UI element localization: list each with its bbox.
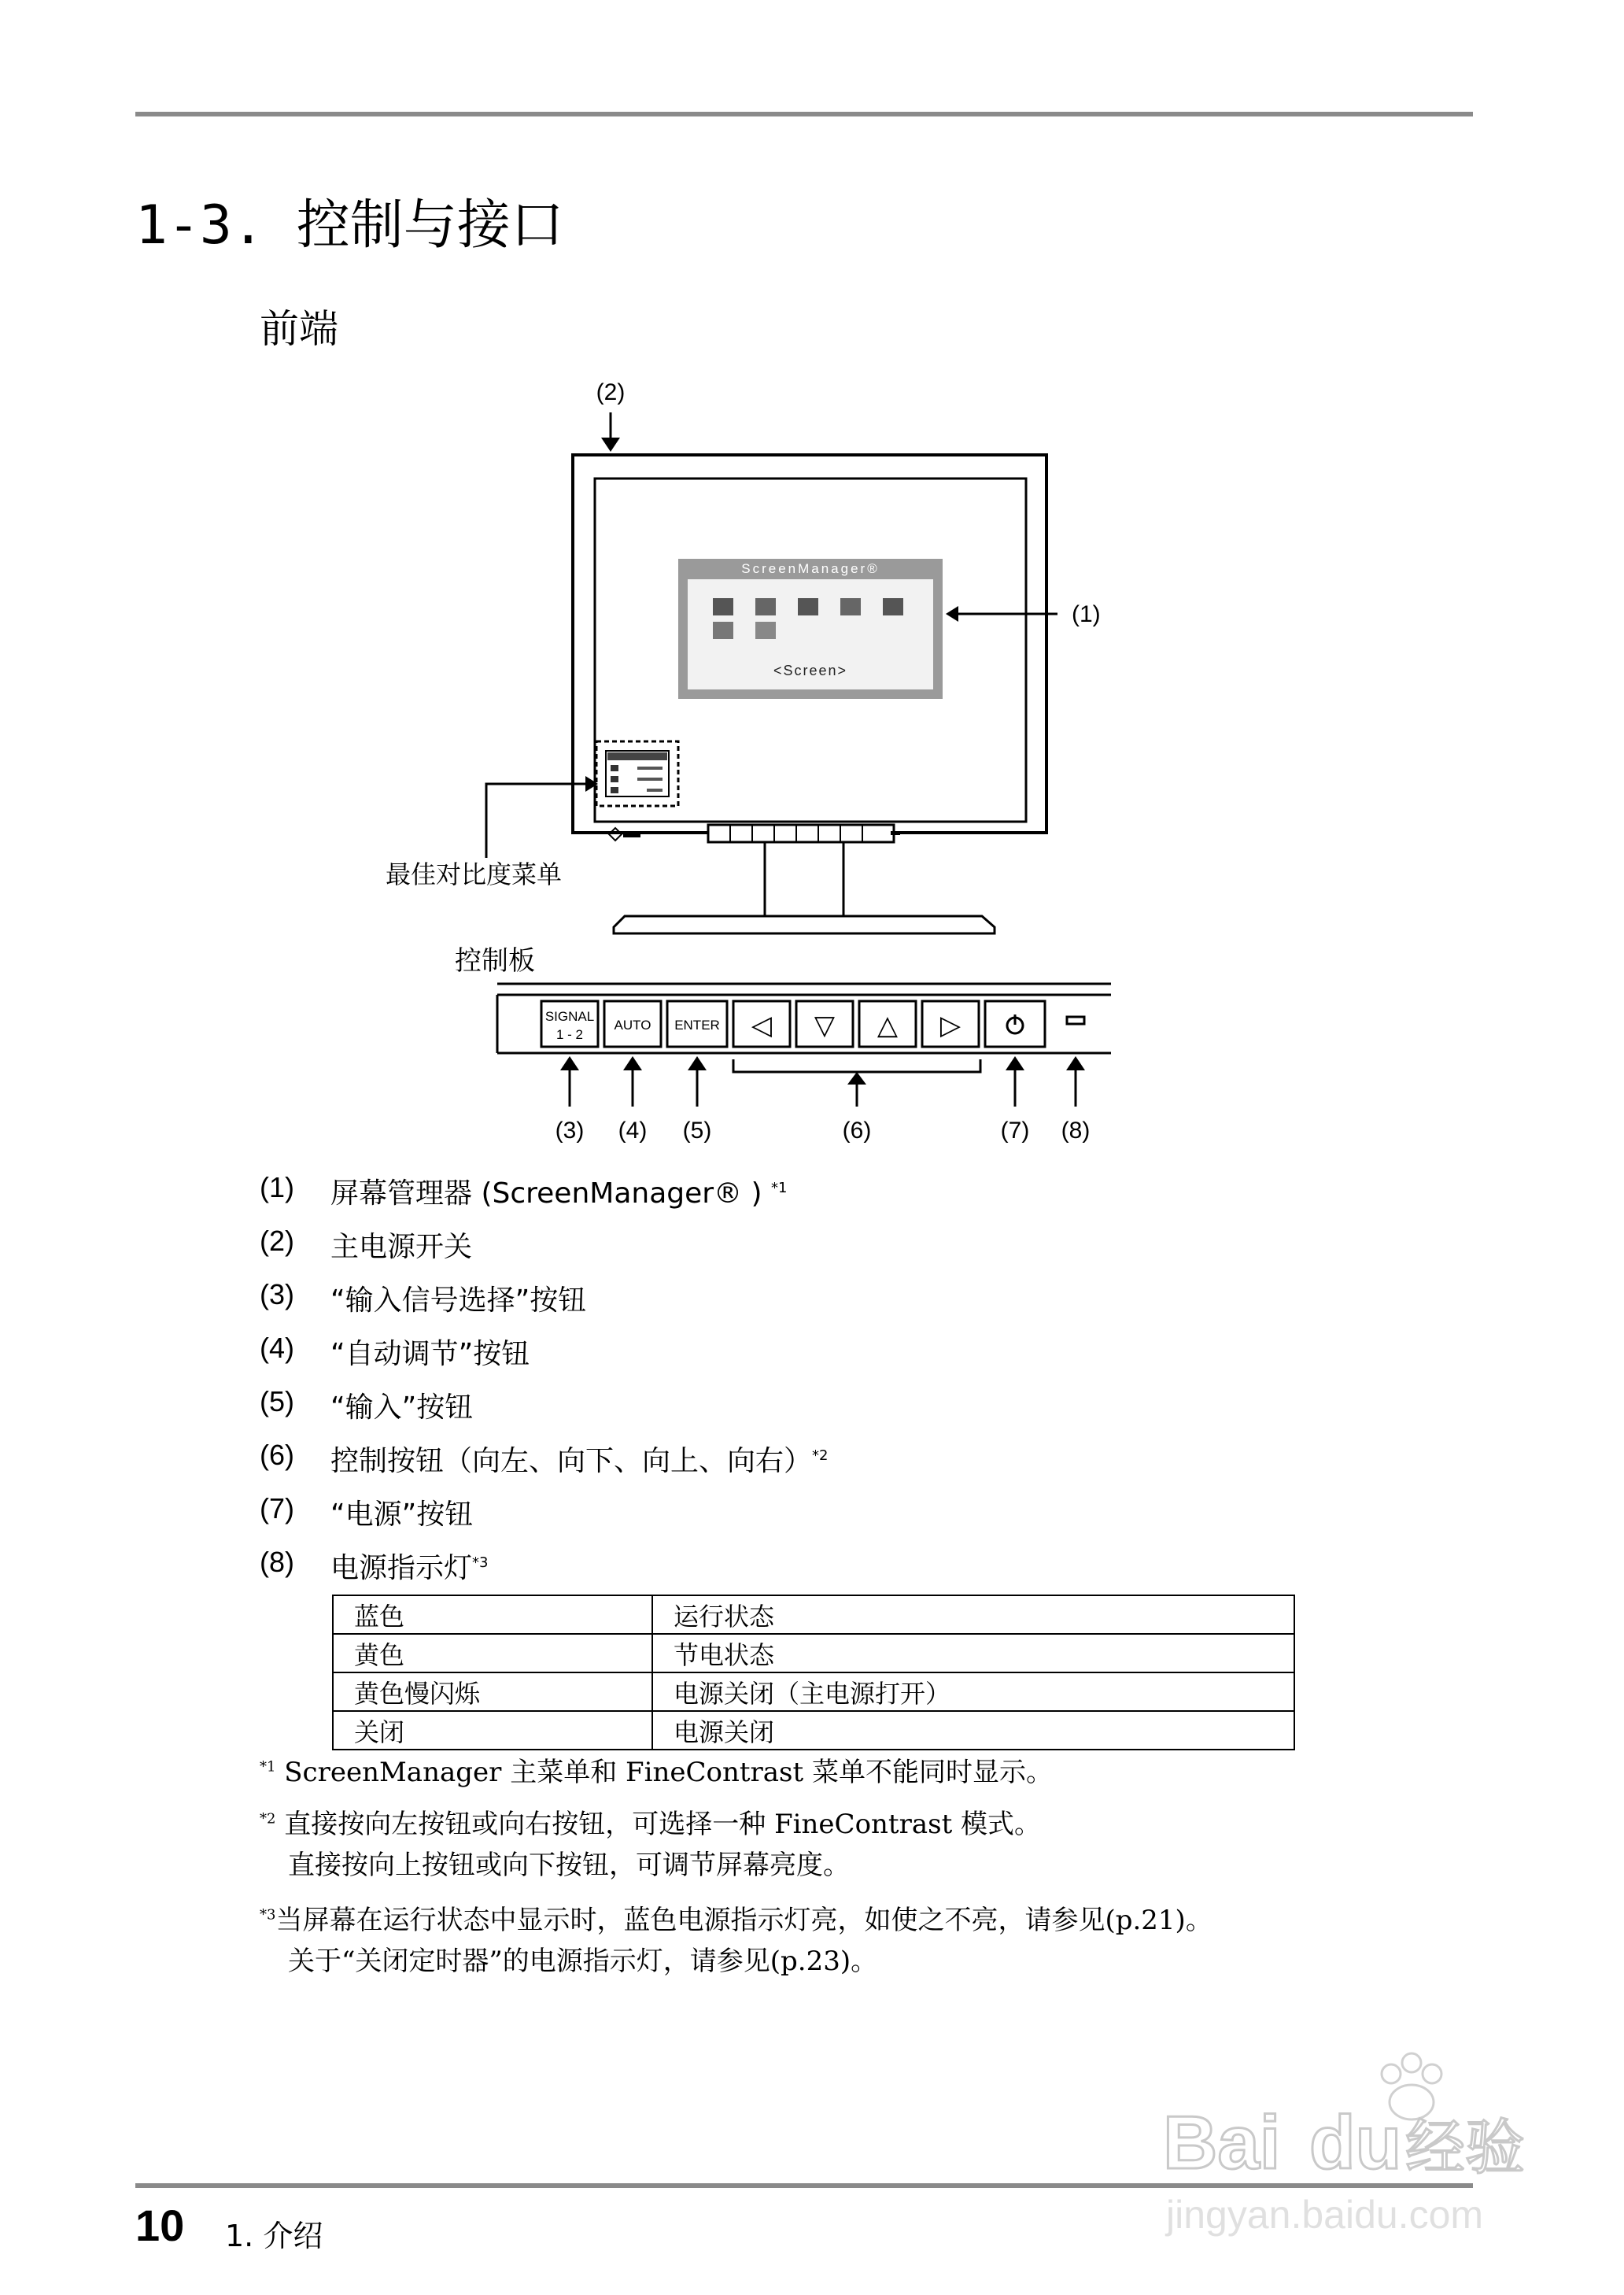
osd-title: ScreenManager® <box>741 561 880 576</box>
item-num: (4) <box>260 1332 294 1364</box>
item-text: “输入信号选择”按钮 <box>330 1284 587 1317</box>
bezel-buttons <box>708 825 900 842</box>
table-cell: 电源关闭（主电源打开） <box>652 1672 1294 1711</box>
power-button[interactable] <box>985 1001 1045 1047</box>
callout-6: (6) <box>842 1118 872 1144</box>
table-cell: 节电状态 <box>652 1634 1294 1672</box>
footer-section: 1. 介绍 <box>225 2219 323 2253</box>
right-button[interactable] <box>922 1001 979 1047</box>
watermark-product: 经验 <box>1405 2115 1525 2182</box>
osd-pc-icon <box>840 598 861 615</box>
up-button[interactable] <box>859 1001 916 1047</box>
callout-8: (8) <box>1061 1118 1091 1144</box>
callout-5: (5) <box>682 1118 712 1144</box>
screenmanager-osd <box>678 559 943 699</box>
table-cell: 蓝色 <box>333 1595 652 1634</box>
item-text: “电源”按钮 <box>330 1499 474 1531</box>
enter-button[interactable] <box>667 1001 727 1047</box>
watermark-url: jingyan.baidu.com <box>1166 2193 1484 2237</box>
item-text: “自动调节”按钮 <box>330 1338 530 1370</box>
item-num: (5) <box>260 1385 294 1417</box>
left-arrow-icon: ◁ <box>751 1011 773 1040</box>
monitor-stand <box>614 842 995 933</box>
item-text: “输入”按钮 <box>330 1391 474 1424</box>
osd-screen-icon <box>713 598 733 615</box>
power-indicator-led <box>1067 1017 1084 1024</box>
callout-7: (7) <box>1000 1118 1030 1144</box>
callout-3: (3) <box>555 1118 585 1144</box>
signal-button[interactable] <box>541 1001 598 1047</box>
footnote-1: $^{*1}$ ScreenManager 主菜单和 FineContrast 菜单不能同时显示。 <box>260 1757 1053 1788</box>
item-num: (8) <box>260 1546 294 1578</box>
item-num: (6) <box>260 1439 294 1471</box>
baidu-watermark <box>1155 2042 1533 2247</box>
osd-info-icon <box>713 622 733 639</box>
callout-4: (4) <box>618 1118 648 1144</box>
table-cell: 运行状态 <box>652 1595 1294 1634</box>
osd-footer: <Screen> <box>773 663 848 678</box>
power-indicator-table <box>332 1595 1295 1750</box>
down-button[interactable] <box>796 1001 853 1047</box>
page-title: 1-3. 控制与接口 <box>135 194 564 257</box>
footnote-2-line-2: 直接按向上按钮或向下按钮，可调节屏幕亮度。 <box>288 1850 850 1881</box>
footnote-3: $^{*3}$当屏幕在运行状态中显示时，蓝色电源指示灯亮，如使之不亮，请参见(p.21)。 <box>260 1905 1212 1936</box>
osd-color-icon <box>755 598 776 615</box>
table-row <box>333 1711 1294 1750</box>
control-panel-label: 控制板 <box>455 946 535 976</box>
enter-button-label: ENTER <box>674 1018 720 1033</box>
callout-2: (2) <box>596 379 626 405</box>
signal-button-label-2: 1 - 2 <box>555 1027 584 1042</box>
finecontrast-menu <box>596 741 678 806</box>
item-text: 屏幕管理器 (ScreenManager® ) $^{*1}$ <box>330 1177 788 1210</box>
osd-lang-icon <box>755 622 776 639</box>
table-cell: 黄色慢闪烁 <box>333 1672 652 1711</box>
osd-sound-icon <box>798 598 818 615</box>
item-num: (3) <box>260 1278 294 1310</box>
item-text: 控制按钮（向左、向下、向上、向右）$^{*2}$ <box>330 1445 829 1477</box>
down-arrow-icon: ▽ <box>814 1011 836 1040</box>
item-num: (1) <box>260 1171 294 1203</box>
table-row <box>333 1595 1294 1634</box>
table-cell: 电源关闭 <box>652 1711 1294 1750</box>
left-button[interactable] <box>733 1001 790 1047</box>
up-arrow-icon: △ <box>877 1011 899 1040</box>
item-num: (7) <box>260 1492 294 1524</box>
auto-button[interactable] <box>604 1001 661 1047</box>
callout-1: (1) <box>1072 601 1101 627</box>
signal-button-label: SIGNAL <box>544 1009 595 1024</box>
watermark-brand-2: du <box>1309 2101 1402 2185</box>
table-cell: 黄色 <box>333 1634 652 1672</box>
auto-button-label: AUTO <box>614 1018 651 1033</box>
watermark-brand: Bai <box>1163 2101 1281 2185</box>
right-arrow-icon: ▷ <box>939 1011 961 1040</box>
table-row <box>333 1634 1294 1672</box>
table-row <box>333 1672 1294 1711</box>
item-text: 主电源开关 <box>330 1231 473 1263</box>
item-text: 电源指示灯$^{*3}$ <box>330 1552 489 1584</box>
footnote-2: $^{*2}$ 直接按向左按钮或向右按钮，可选择一种 FineContrast 模式。 <box>260 1809 1042 1840</box>
section-subtitle: 前端 <box>260 306 338 352</box>
page-number: 10 <box>135 2201 185 2250</box>
finecontrast-menu-label: 最佳对比度菜单 <box>386 860 563 889</box>
item-num: (2) <box>260 1225 294 1257</box>
osd-others-icon <box>883 598 903 615</box>
table-cell: 关闭 <box>333 1711 652 1750</box>
footnote-3-line-2: 关于“关闭定时器”的电源指示灯，请参见(p.23)。 <box>288 1946 878 1977</box>
